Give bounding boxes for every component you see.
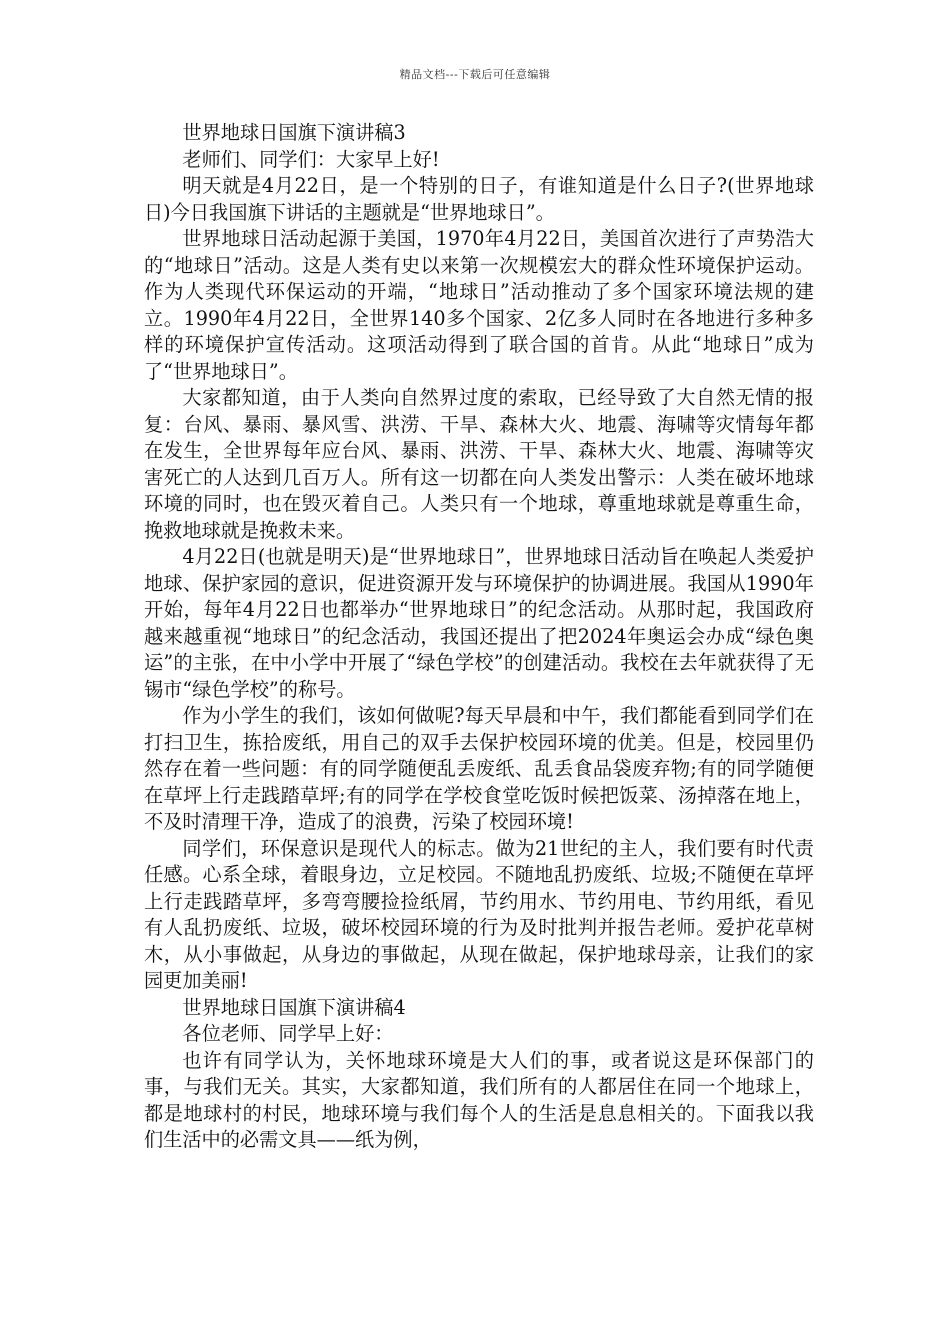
greeting: 老师们、同学们：大家早上好! xyxy=(182,147,440,171)
paragraph: 大家都知道，由于人类向自然界过度的索取，已经导致了大自然无情的报复：台风、暴雨、暴风雪、洪涝、干旱、森林大火、地震、海啸等灾情每年都在发生，全世界每年应台风、暴雨、洪涝、干旱、森林大火、地震、海啸等灾害死亡的人达到几百万人。所有这一切都在向人类发出警示：人类在破坏地球环境的同时，也在毁灭着自己。人类只有一个地球，尊重地球就是尊重生命，挽救地球就是挽救未来。 xyxy=(144,386,814,542)
paragraph: 明天就是4月22日，是一个特别的日子，有谁知道是什么日子?(世界地球日)今日我国旗下讲话的主题就是“世界地球日”。 xyxy=(144,174,814,224)
section-title: 世界地球日国旗下演讲稿3 xyxy=(182,121,406,144)
paragraph: 作为小学生的我们，该如何做呢?每天早晨和中午，我们都能看到同学们在打扫卫生，拣拾废纸，用自己的双手去保护校园环境的优美。但是，校园里仍然存在着一些问题：有的同学随便乱丢废纸、乱丢食品袋废弃物;有的同学随便在草坪上行走践踏草坪;有的同学在学校食堂吃饭时候把饭菜、汤掉落在地上，不及时清理干净，造成了的浪费，污染了校园环境! xyxy=(144,704,814,833)
page-header: 精品文档---下载后可任意编辑 xyxy=(399,68,551,81)
paragraph: 4月22日(也就是明天)是“世界地球日”，世界地球日活动旨在唤起人类爱护地球、保护家园的意识，促进资源开发与环境保护的协调进展。我国从1990年开始，每年4月22日也都举办“世界地球日”的纪念活动。从那时起，我国政府越来越重视“地球日”的纪念活动，我国还提出了把2024年奥运会办成“绿色奥运”的主张，在中小学中开展了“绿色学校”的创建活动。我校在去年就获得了无锡市“绿色学校”的称号。 xyxy=(144,545,814,701)
paragraph: 同学们，环保意识是现代人的标志。做为21世纪的主人，我们要有时代责任感。心系全球，着眼身边，立足校园。不随地乱扔废纸、垃圾;不随便在草坪上行走践踏草坪，多弯弯腰捡捡纸屑，节约用水、节约用电、节约用纸，看见有人乱扔废纸、垃圾，破坏校园环境的行为及时批判并报告老师。爱护花草树木，从小事做起，从身边的事做起，从现在做起，保护地球母亲，让我们的家园更加美丽! xyxy=(144,836,814,992)
greeting: 各位老师、同学早上好： xyxy=(182,1022,394,1045)
document-body xyxy=(144,120,814,1154)
section-title: 世界地球日国旗下演讲稿4 xyxy=(182,995,406,1019)
paragraph: 也许有同学认为，关怀地球环境是大人们的事，或者说这是环保部门的事，与我们无关。其实，大家都知道，我们所有的人都居住在同一个地球上，都是地球村的村民，地球环境与我们每个人的生活是息息相关的。下面我以我们生活中的必需文具——纸为例， xyxy=(144,1048,814,1151)
paragraph: 世界地球日活动起源于美国，1970年4月22日，美国首次进行了声势浩大的“地球日”活动。这是人类有史以来第一次规模宏大的群众性环境保护运动。作为人类现代环保运动的开端，“地球日”活动推动了多个国家环境法规的建立。1990年4月22日，全世界140多个国家、2亿多人同时在各地进行多种多样的环境保护宣传活动。这项活动得到了联合国的首肯。从此“地球日”成为了“世界地球日”。 xyxy=(144,227,814,383)
